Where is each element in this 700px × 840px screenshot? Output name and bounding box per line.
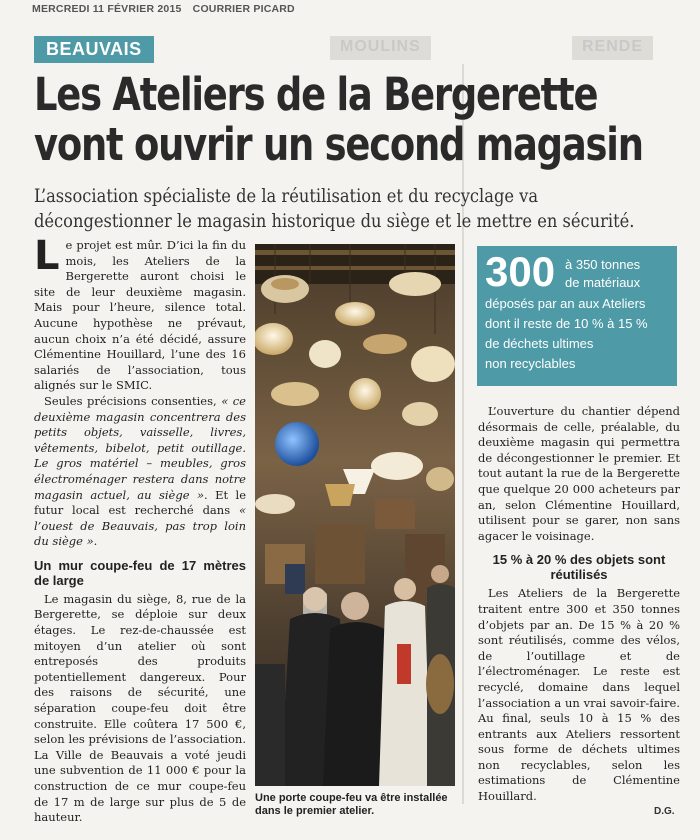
quote-mid: . Et le futur local est recherché dans	[34, 487, 247, 518]
headline-line-1: Les Ateliers de la Bergerette	[34, 68, 598, 121]
shop-photo	[255, 244, 455, 786]
stat-details	[485, 294, 675, 374]
stat-line-3: déposés par an aux Ateliers	[485, 296, 646, 311]
stat-line-5: de déchets ultimes	[485, 336, 594, 351]
author-signature: D.G.	[654, 806, 675, 817]
issue-date: MERCREDI 11 FÉVRIER 2015	[32, 3, 182, 15]
article-column-3	[478, 404, 680, 805]
stat-number: 300	[485, 248, 556, 295]
shop-photo-illustration	[255, 244, 455, 786]
headline-line-2: vont ouvrir un second magasin	[34, 118, 643, 171]
article-column-1	[34, 233, 247, 826]
photo-caption: Une porte coupe-feu va être installée dans le premier atelier.	[255, 792, 448, 817]
stat-line-1: à 350 tonnes	[565, 257, 641, 272]
deck	[34, 184, 635, 234]
paragraph-firewall: Le magasin du siège, 8, rue de la Bergerette, se déploie sur deux étages. Le rez-de-chaussée est mitoyen d’un atelier où sont entreposés des produits potentiellement dangereux. Pour des raisons de sécurité, une séparation coupe-feu doit être construite. Elle coûtera 17 500 €, selon les prévisions de l’association. La Ville de Beauvais a voté jeudi une subvention de 11 000 € pour la construction de ce mur coupe-feu de 17 m de large sur plus de 5 de hauteur.	[34, 591, 246, 825]
publication-name: COURRIER PICARD	[192, 3, 295, 15]
stat-line-2: de matériaux	[565, 275, 641, 290]
dropcap: L	[34, 233, 60, 279]
paragraph-quote	[34, 394, 246, 550]
quote-lead: Seules précisions consenties,	[44, 393, 222, 408]
paragraph-parking: L’ouverture du chantier dépend désormais de celle, préalable, du deuxième magasin qui permettra de décongestionner le premier. Et tout autant la rue de la Bergerette que quelque 20 000 acheteurs par an, selon Clémentine Houillard, utilisent pour se garer, non sans agacer le voisinage.	[478, 404, 680, 543]
section-label: BEAUVAIS	[34, 36, 154, 63]
stat-box	[477, 246, 677, 386]
quote-text-2: « l’ouest de Beauvais, pas trop loin du siège »	[34, 503, 246, 549]
paragraph-intro	[34, 233, 246, 394]
subheading-firewall: Un mur coupe-feu de 17 mètres de large	[34, 557, 246, 588]
paragraph-intro-text: e projet est mûr. D’ici la fin du mois, les Ateliers de la Bergerette auront choisi le site de leur deuxième magasin. Mais pour l’heure, silence total. Aucune hypothèse ne prévaut, aucun choix n’a été décidé, assure Clémentine Houillard, l’une des 16 salariés de l’association, tous alignés sur le SMIC.	[34, 238, 246, 393]
stat-line-6: non recyclables	[485, 356, 576, 371]
deck-line-2: décongestionner le magasin historique du siège et le mettre en sécurité.	[34, 211, 635, 232]
paragraph-reuse: Les Ateliers de la Bergerette traitent entre 300 et 350 tonnes d’objets par an. De 15 % à 20 % sont réutilisés, comme des vélos, de l’outillage et de l’électroménager. Le reste est recyclé, domaine dans lequel l’association a un vrai savoir-faire. Au final, seuls 10 à 15 % des entrants aux Ateliers ressortent sous forme de déchets ultimes non recyclables, selon les estimations de Clémentine Houillard.	[478, 586, 680, 804]
dateline	[32, 3, 295, 15]
ghost-section-tab: MOULINS	[330, 36, 431, 60]
stat-line-4: dont il reste de 10 % à 15 %	[485, 316, 648, 331]
quote-end: .	[93, 534, 98, 549]
ghost-section-tab: RENDE	[572, 36, 653, 60]
subheading-reuse: 15 % à 20 % des objets sont réutilisés	[492, 552, 666, 583]
column-rule	[462, 64, 464, 804]
headline	[34, 68, 643, 171]
quote-text: « ce deuxième magasin concentrera des petits objets, vaisselle, livres, vêtements, bibelot, petit outillage. Le gros matériel – meubles, gros électroménager restera dans notre magasin actuel, au siège »	[34, 393, 246, 502]
deck-line-1: L’association spécialiste de la réutilisation et du recyclage va	[34, 186, 539, 207]
